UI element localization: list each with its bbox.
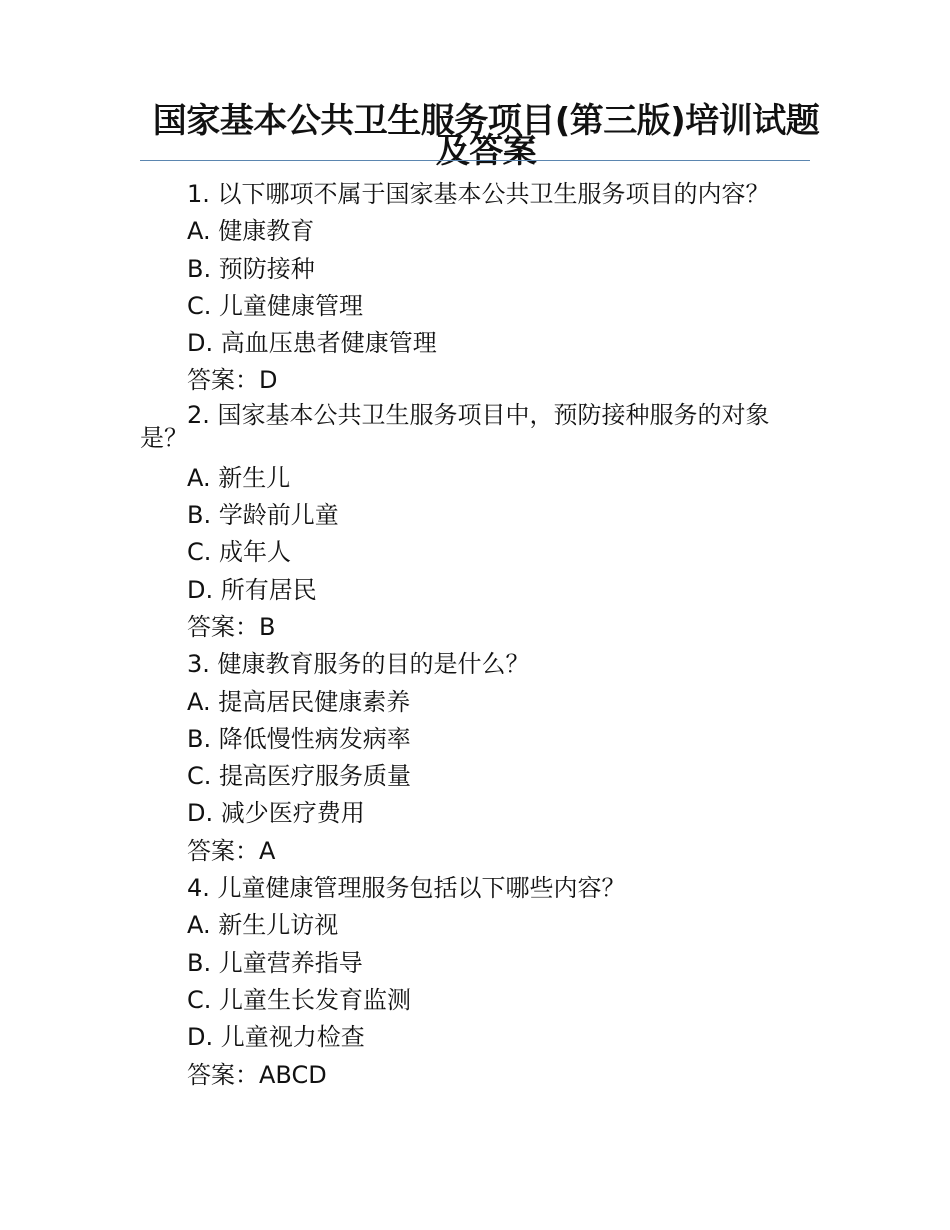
option-c: C. 成年人 — [187, 538, 292, 567]
answer-text: 答案：B — [187, 612, 276, 641]
answer-text: 答案：ABCD — [187, 1060, 327, 1089]
option-b: B. 预防接种 — [187, 254, 315, 283]
option-a: A. 提高居民健康素养 — [187, 687, 411, 716]
question-text: 2. 国家基本公共卫生服务项目中，预防接种服务的对象是？ — [140, 400, 770, 452]
title-divider — [140, 160, 810, 161]
question-block — [140, 400, 800, 646]
question-text: 3. 健康教育服务的目的是什么？ — [187, 650, 530, 679]
option-a: A. 新生儿 — [187, 463, 291, 492]
option-d: D. 所有居民 — [187, 575, 317, 604]
question-block — [140, 870, 800, 1094]
option-b: B. 降低慢性病发病率 — [187, 724, 411, 753]
question-block — [140, 646, 800, 870]
question-list — [140, 176, 800, 1094]
question-block — [140, 176, 800, 400]
answer-text: 答案：A — [187, 836, 276, 865]
option-b: B. 学龄前儿童 — [187, 501, 339, 530]
option-c: C. 儿童健康管理 — [187, 291, 364, 320]
option-a: A. 健康教育 — [187, 217, 315, 246]
option-b: B. 儿童营养指导 — [187, 948, 363, 977]
answer-text: 答案：D — [187, 366, 278, 395]
option-c: C. 儿童生长发育监测 — [187, 985, 412, 1014]
question-text: 4. 儿童健康管理服务包括以下哪些内容？ — [187, 874, 626, 903]
option-c: C. 提高医疗服务质量 — [187, 762, 412, 791]
option-d: D. 高血压患者健康管理 — [187, 329, 437, 358]
question-text: 1. 以下哪项不属于国家基本公共卫生服务项目的内容？ — [187, 180, 770, 208]
option-d: D. 减少医疗费用 — [187, 799, 365, 828]
option-a: A. 新生儿访视 — [187, 911, 339, 940]
option-d: D. 儿童视力检查 — [187, 1023, 365, 1052]
page-title: 国家基本公共卫生服务项目(第三版)培训试题及答案 — [152, 101, 820, 171]
